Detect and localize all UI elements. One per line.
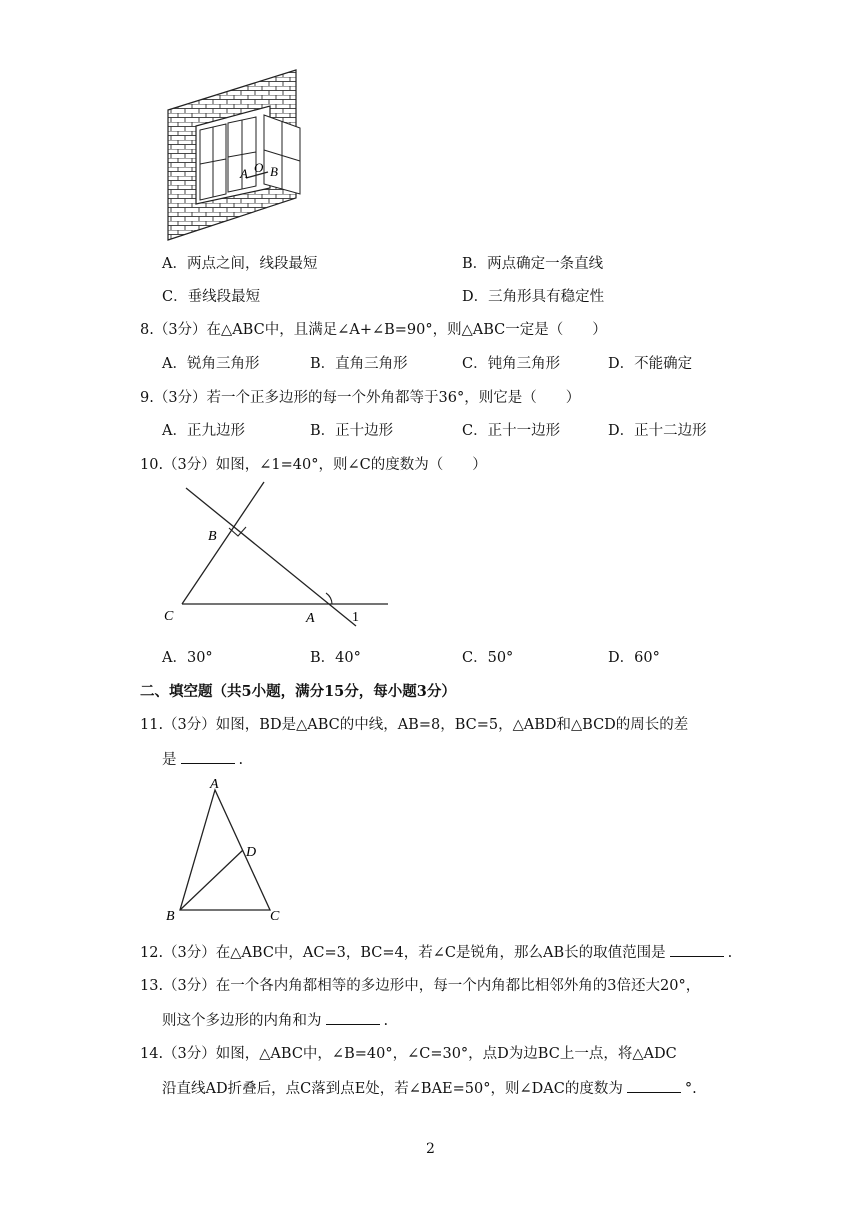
- q13-answer-blank[interactable]: [326, 1010, 380, 1025]
- q11-answer-blank[interactable]: [181, 749, 235, 764]
- q7-option-b: B．两点确定一条直线: [462, 256, 604, 272]
- q13-stem-suffix: .: [383, 1013, 389, 1029]
- section-fill-in-title: 二、填空题（共5小题，满分15分，每小题3分）: [140, 683, 456, 700]
- q14-stem-line1: 14.（3分）如图，△ABC中，∠B=40°，∠C=30°，点D为边BC上一点，将△ADC: [140, 1046, 677, 1062]
- q7-label-A: A: [240, 166, 248, 181]
- q10-option-a: A．30°: [162, 650, 213, 666]
- q8-stem: 8.（3分）在△ABC中，且满足∠A+∠B=90°，则△ABC一定是（ ）: [140, 322, 607, 338]
- q10-label-1: 1: [352, 610, 359, 625]
- q8-option-c: C．钝角三角形: [462, 356, 561, 372]
- q11-stem-prefix: 是: [162, 752, 177, 768]
- q11-label-A: A: [210, 778, 219, 792]
- q12-stem-suffix: .: [727, 945, 733, 961]
- q11-label-B: B: [166, 909, 175, 923]
- q11-label-C: C: [270, 909, 280, 923]
- q13-stem-line1: 13.（3分）在一个各内角都相等的多边形中，每一个内角都比相邻外角的3倍还大20°，: [140, 978, 701, 994]
- q8-option-d: D．不能确定: [608, 356, 693, 372]
- q11-label-D: D: [246, 845, 257, 860]
- q11-stem-line2: [162, 749, 243, 770]
- q11-triangle-figure: [160, 778, 290, 923]
- q13-stem-prefix: 则这个多边形的内角和为: [162, 1013, 322, 1029]
- q10-option-b: B．40°: [310, 650, 361, 666]
- q10-option-c: C．50°: [462, 650, 514, 666]
- q14-stem-prefix: 沿直线AD折叠后，点C落到点E处，若∠BAE=50°，则∠DAC的度数为: [162, 1081, 623, 1097]
- q10-label-A: A: [306, 611, 315, 626]
- q14-answer-blank[interactable]: [627, 1078, 681, 1093]
- q8-option-a: A．锐角三角形: [162, 356, 260, 372]
- q7-label-B: B: [270, 164, 278, 179]
- q8-option-b: B．直角三角形: [310, 356, 408, 372]
- q10-triangle-figure: [160, 478, 400, 638]
- q12-answer-blank[interactable]: [670, 942, 724, 957]
- q12-stem: [140, 942, 732, 963]
- q9-option-b: B．正十边形: [310, 423, 394, 439]
- q7-label-O: O: [254, 160, 264, 175]
- q9-stem: 9.（3分）若一个正多边形的每一个外角都等于36°，则它是（ ）: [140, 390, 581, 406]
- q7-window-figure: [160, 68, 310, 243]
- q10-label-B: B: [208, 529, 217, 544]
- q9-option-d: D．正十二边形: [608, 423, 707, 439]
- q10-label-C: C: [164, 609, 174, 624]
- q9-option-c: C．正十一边形: [462, 423, 561, 439]
- q9-option-a: A．正九边形: [162, 423, 245, 439]
- q7-option-d: D．三角形具有稳定性: [462, 289, 605, 305]
- q10-option-d: D．60°: [608, 650, 660, 666]
- q13-stem-line2: [162, 1010, 388, 1031]
- page-number: 2: [426, 1141, 435, 1157]
- q11-stem-line1: 11.（3分）如图，BD是△ABC的中线，AB=8，BC=5，△ABD和△BCD的周长的差: [140, 717, 689, 733]
- q14-stem-line2: [162, 1078, 697, 1099]
- q12-stem-prefix: 12.（3分）在△ABC中，AC=3，BC=4，若∠C是锐角，那么AB长的取值范围是: [140, 945, 666, 961]
- q11-stem-suffix: .: [238, 752, 244, 768]
- q7-option-c: C．垂线段最短: [162, 289, 261, 305]
- q10-stem: 10.（3分）如图，∠1=40°，则∠C的度数为（ ）: [140, 457, 487, 473]
- q14-stem-suffix: °.: [684, 1081, 697, 1097]
- q7-option-a: A．两点之间，线段最短: [162, 256, 318, 272]
